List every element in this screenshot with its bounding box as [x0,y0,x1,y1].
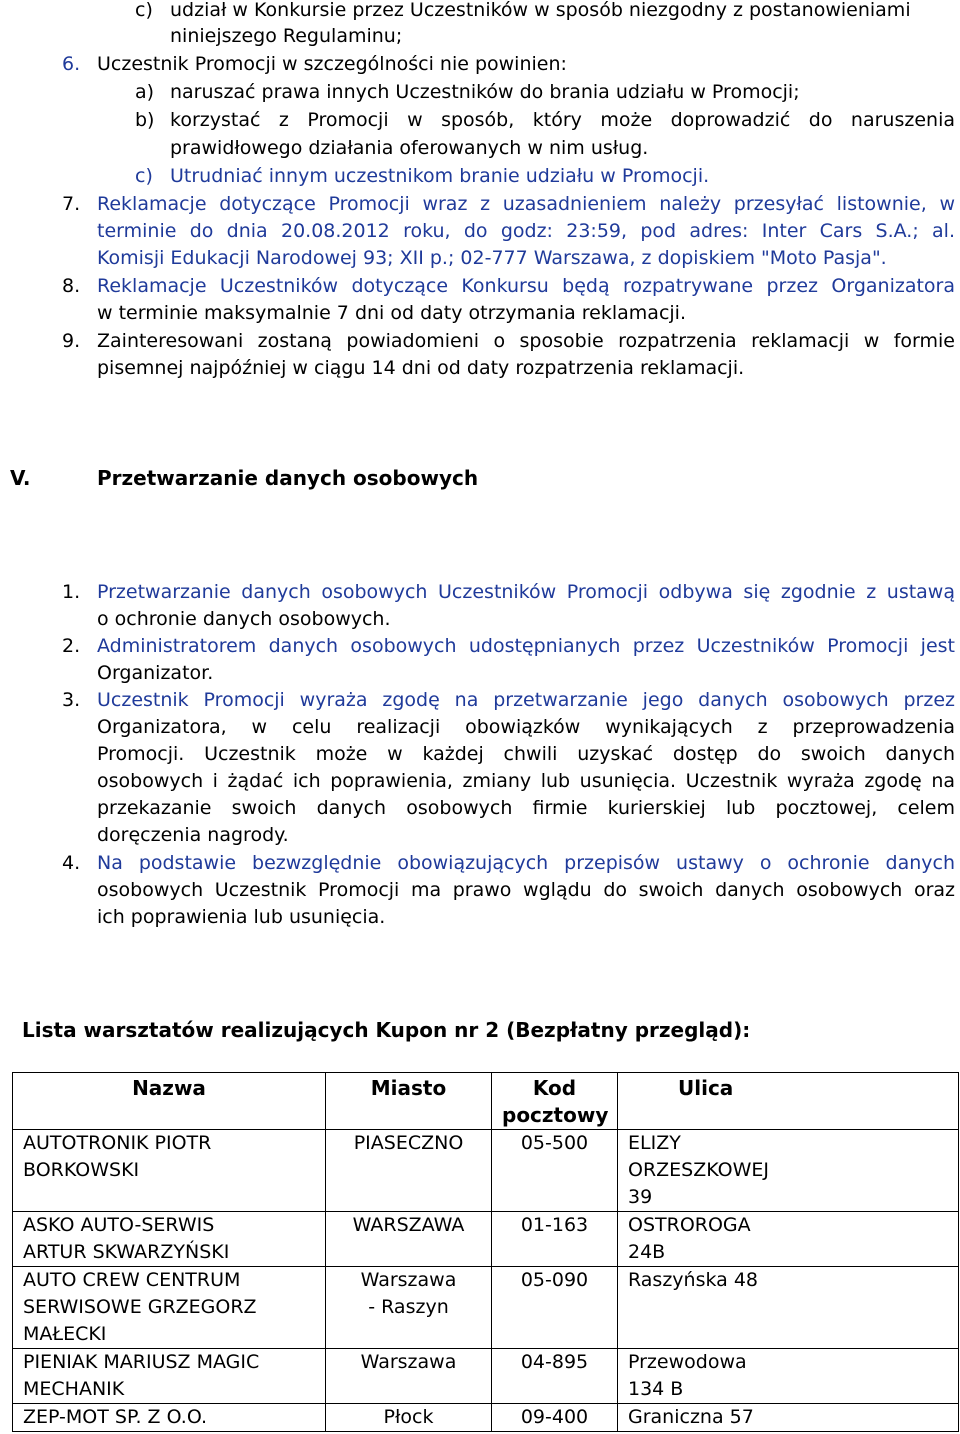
column-header-name: Nazwa [13,1073,326,1130]
section-title: Przetwarzanie danych osobowych [97,466,479,490]
table-row [13,1404,959,1432]
item-text: Organizator. [97,662,214,684]
workshop-table [12,1072,959,1432]
item-text: Reklamacje dotyczące Promocji wraz z uzasadnieniem należy przesyłać listownie, w [97,193,955,215]
cell-street: Przewodowa 134 B [618,1349,959,1404]
item-number: 3. [62,689,81,711]
item-number: 7. [62,193,81,215]
column-header-city: Miasto [326,1073,492,1130]
item-text: przekazanie swoich danych osobowych firmie kurierskiej lub pocztowej, celem [97,797,955,819]
cell-name: AUTO CREW CENTRUM SERWISOWE GRZEGORZ MAŁECKI [13,1267,326,1349]
column-header-street: Ulica [618,1073,959,1130]
list-text: prawidłowego działania oferowanych w nim usług. [170,137,649,159]
item-text: Zainteresowani zostaną powiadomieni o sposobie rozpatrzenia reklamacji w formie [97,330,955,352]
item-text: Reklamacje Uczestników dotyczące Konkursu będą rozpatrywane przez Organizatora [97,275,955,297]
item-number: 8. [62,275,81,297]
list-text: Utrudniać innym uczestnikom branie udziału w Promocji. [170,165,710,187]
item-text: pisemnej najpóźniej w ciągu 14 dni od daty rozpatrzenia reklamacji. [97,357,745,379]
item-text: Na podstawie bezwzględnie obowiązujących przepisów ustawy o ochronie danych [97,852,955,874]
cell-postal-code: 05-500 [492,1130,618,1212]
item-text: Przetwarzanie danych osobowych Uczestników Promocji odbywa się zgodnie z ustawą [97,581,955,603]
item-number: 1. [62,581,81,603]
column-header-postal-code: Kod pocztowy [492,1073,618,1130]
table-row [13,1212,959,1267]
cell-name: ZEP-MOT SP. Z O.O. [13,1404,326,1432]
list-label: a) [135,81,155,103]
cell-postal-code: 09-400 [492,1404,618,1432]
workshop-list-title: Lista warsztatów realizujących Kupon nr 2 (Bezpłatny przegląd): [22,1018,751,1042]
cell-street: ELIZY ORZESZKOWEJ 39 [618,1130,959,1212]
table-header-row [13,1073,959,1130]
item-text: Organizatora, w celu realizacji obowiązków wynikających z przeprowadzenia [97,716,955,738]
cell-name: PIENIAK MARIUSZ MAGIC MECHANIK [13,1349,326,1404]
item-number: 2. [62,635,81,657]
cell-city: WARSZAWA [326,1212,492,1267]
item-text: Administratorem danych osobowych udostępnianych przez Uczestników Promocji jest [97,635,955,657]
section-number: V. [10,466,31,490]
item-text: Komisji Edukacji Narodowej 93; XII p.; 02-777 Warszawa, z dopiskiem "Moto Pasja". [97,247,887,269]
cell-name: ASKO AUTO-SERWIS ARTUR SKWARZYŃSKI [13,1212,326,1267]
item-text: Uczestnik Promocji w szczególności nie powinien: [97,53,567,75]
list-text: niniejszego Regulaminu; [170,25,403,47]
list-label: b) [135,109,155,131]
table-row [13,1130,959,1212]
list-label: c) [135,165,153,187]
cell-city: Warszawa - Raszyn [326,1267,492,1349]
cell-postal-code: 05-090 [492,1267,618,1349]
item-text: Promocji. Uczestnik może w każdej chwili uzyskać dostęp do swoich danych [97,743,955,765]
cell-name: AUTOTRONIK PIOTR BORKOWSKI [13,1130,326,1212]
cell-city: Warszawa [326,1349,492,1404]
list-text: naruszać prawa innych Uczestników do brania udziału w Promocji; [170,81,800,103]
table-row [13,1349,959,1404]
cell-street: OSTROROGA 24B [618,1212,959,1267]
cell-city: PIASECZNO [326,1130,492,1212]
item-text: terminie do dnia 20.08.2012 roku, do godz: 23:59, pod adres: Inter Cars S.A.; al. [97,220,955,242]
item-text: o ochronie danych osobowych. [97,608,391,630]
item-text: osobowych i żądać ich poprawienia, zmiany lub usunięcia. Uczestnik wyraża zgodę na [97,770,955,792]
item-number: 4. [62,852,81,874]
list-text: udział w Konkursie przez Uczestników w sposób niezgodny z postanowieniami [170,0,911,21]
item-number: 9. [62,330,81,352]
cell-postal-code: 04-895 [492,1349,618,1404]
list-label: c) [135,0,153,21]
cell-postal-code: 01-163 [492,1212,618,1267]
item-text: Uczestnik Promocji wyraża zgodę na przetwarzanie jego danych osobowych przez [97,689,955,711]
list-text: korzystać z Promocji w sposób, który może doprowadzić do naruszenia [170,109,955,131]
cell-city: Płock [326,1404,492,1432]
cell-street: Graniczna 57 [618,1404,959,1432]
item-text: doręczenia nagrody. [97,824,289,846]
item-number: 6. [62,53,81,75]
item-text: w terminie maksymalnie 7 dni od daty otrzymania reklamacji. [97,302,686,324]
item-text: ich poprawienia lub usunięcia. [97,906,386,928]
cell-street: Raszyńska 48 [618,1267,959,1349]
item-text: osobowych Uczestnik Promocji ma prawo wglądu do swoich danych osobowych oraz [97,879,955,901]
table-row [13,1267,959,1349]
